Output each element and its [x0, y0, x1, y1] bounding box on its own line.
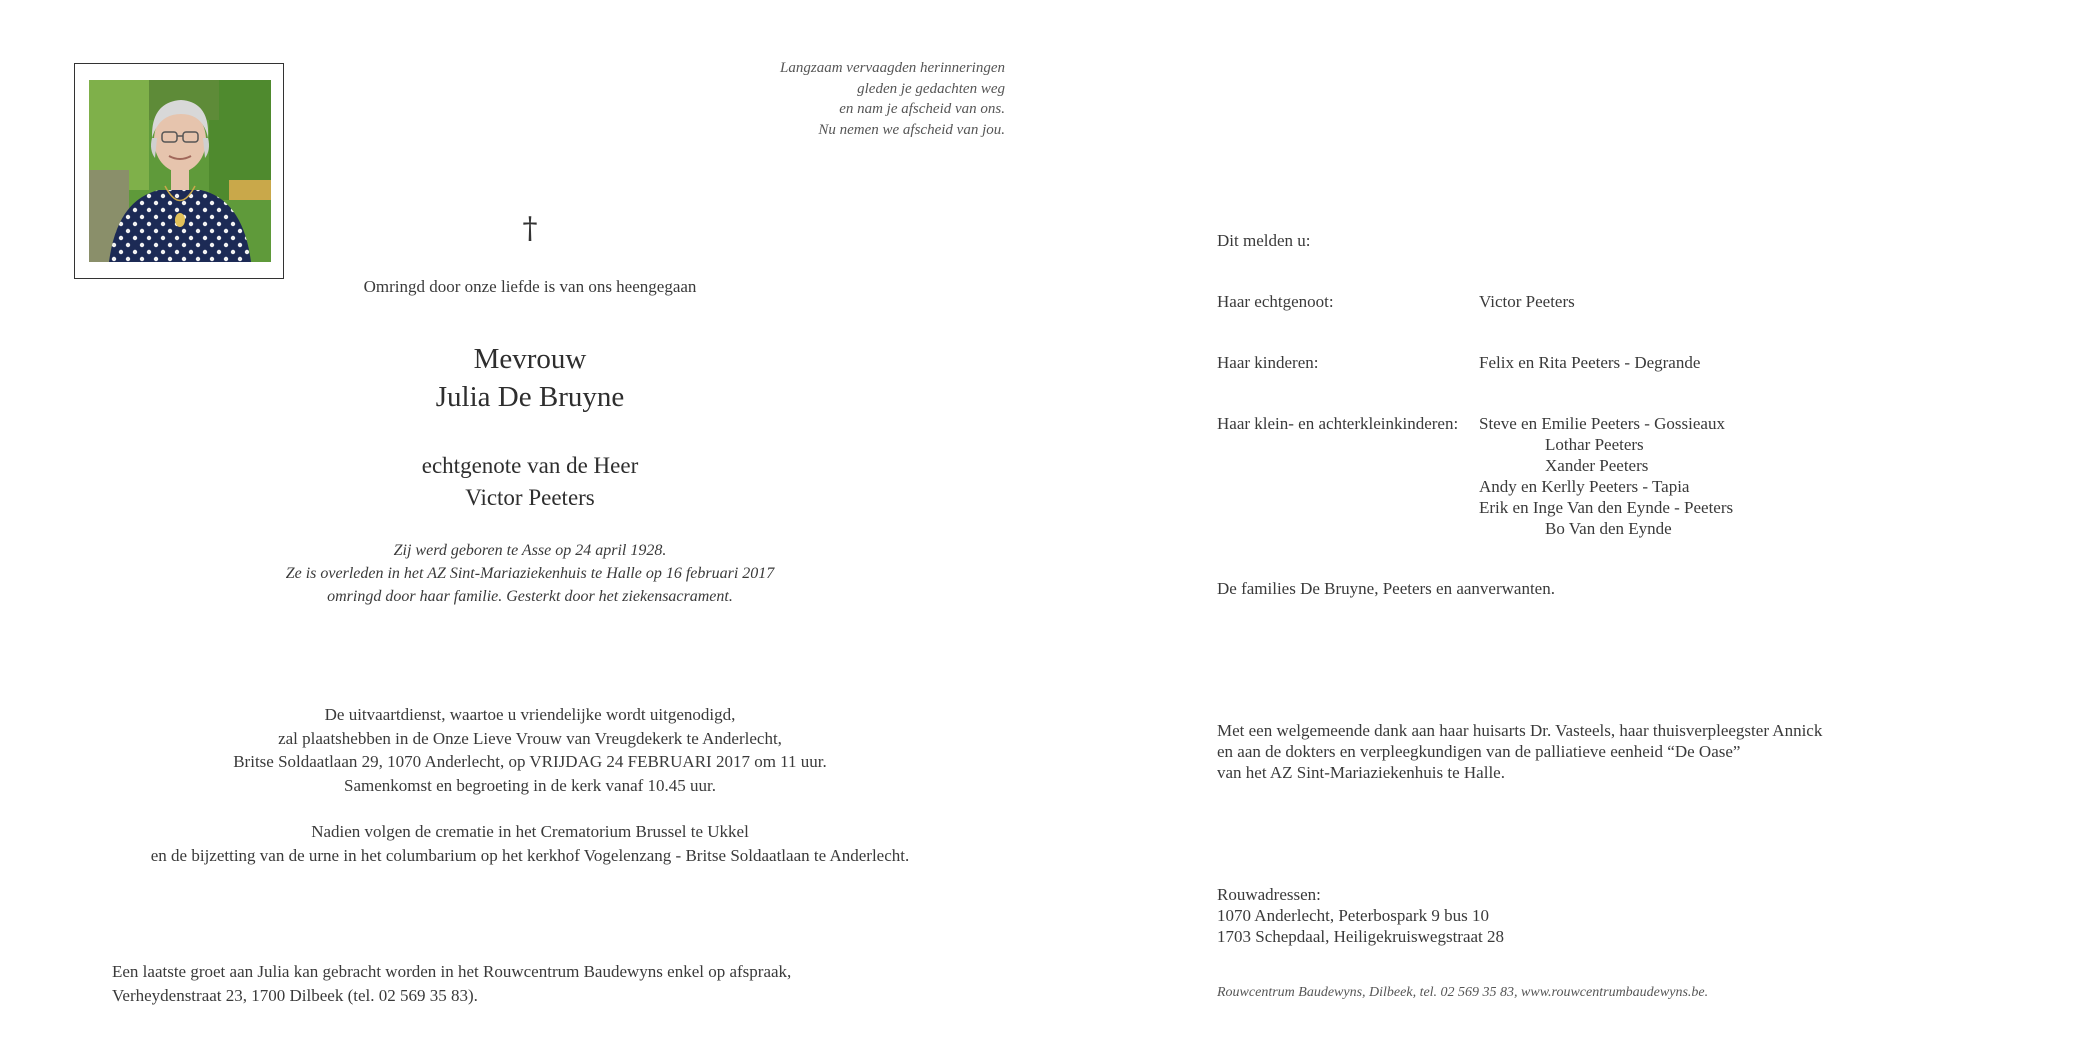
spouse-block [100, 450, 960, 514]
husband-label: Haar echtgenoot: [1217, 292, 1334, 311]
intro-text: Omringd door onze liefde is van ons heengegaan [363, 277, 697, 296]
service-block [100, 703, 960, 797]
children-label: Haar kinderen: [1217, 353, 1319, 372]
cremation-block [100, 820, 960, 867]
service-line: De uitvaartdienst, waartoe u vriendelijke wordt uitgenodigd, [324, 705, 736, 724]
poem [700, 58, 1005, 140]
birth-death-block [100, 539, 960, 608]
last-greeting-block [112, 960, 791, 1008]
cremation-line: Nadien volgen de crematie in het Crematorium Brussel te Ukkel [311, 822, 749, 841]
portrait-frame [74, 63, 284, 279]
grandchild-line: Erik en Inge Van den Eynde - Peeters [1479, 498, 1734, 517]
spouse-line-1: echtgenote van de Heer [421, 453, 639, 478]
deceased-name: Julia De Bruyne [435, 381, 625, 413]
service-line: Samenkomst en begroeting in de kerk vanaf 10.45 uur. [343, 775, 717, 795]
poem-line: gleden je gedachten weg [857, 80, 1005, 97]
death-line-2: omringd door haar familie. Gesterkt door het ziekensacrament. [327, 588, 733, 605]
poem-line: Nu nemen we afscheid van jou. [818, 121, 1005, 138]
grandchildren-label: Haar klein- en achterkleinkinderen: [1217, 414, 1459, 433]
birth-line: Zij werd geboren te Asse op 24 april 1928. [393, 542, 667, 559]
thanks-line-3: van het AZ Sint-Mariaziekenhuis te Halle. [1217, 763, 1505, 782]
husband-value: Victor Peeters [1479, 292, 1575, 311]
last-greeting-line-2: Verheydenstraat 23, 1700 Dilbeek (tel. 02 569 35 83). [112, 986, 478, 1005]
addresses-block [1217, 884, 1504, 947]
thanks-line-2: en aan de dokters en verpleegkundigen van de palliatieve eenheid “De Oase” [1217, 742, 1741, 761]
announcement: Dit melden u: [1217, 231, 1311, 250]
grandchildren-list [1479, 413, 1733, 539]
grandchild-line: Andy en Kerlly Peeters - Tapia [1479, 477, 1690, 496]
grandchild-line: Lothar Peeters [1545, 435, 1644, 454]
poem-line: en nam je afscheid van ons. [839, 101, 1005, 117]
funeral-home-footer: Rouwcentrum Baudewyns, Dilbeek, tel. 02 569 35 83, www.rouwcentrumbaudewyns.be. [1217, 985, 1709, 1000]
poem-line: Langzaam vervaagden herinneringen [780, 60, 1005, 76]
thanks-block [1217, 720, 1822, 783]
children-value: Felix en Rita Peeters - Degrande [1479, 353, 1701, 372]
deceased-name-block [100, 340, 960, 416]
address-line-2: 1703 Schepdaal, Heiligekruiswegstraat 28 [1217, 927, 1505, 946]
grandchild-line: Xander Peeters [1545, 456, 1649, 475]
spouse-line-2: Victor Peeters [465, 485, 595, 510]
thanks-line-1: Met een welgemeende dank aan haar huisarts Dr. Vasteels, haar thuisverpleegster Annick [1217, 721, 1823, 740]
service-line: zal plaatshebben in de Onze Lieve Vrouw van Vreugdekerk te Anderlecht, [278, 728, 782, 748]
addresses-label: Rouwadressen: [1217, 885, 1321, 904]
grandchild-line: Steve en Emilie Peeters - Gossieaux [1479, 414, 1725, 433]
families-line: De families De Bruyne, Peeters en aanverwanten. [1217, 579, 1555, 598]
death-line: Ze is overleden in het AZ Sint-Mariaziekenhuis te Halle op 16 februari 2017 [285, 565, 775, 582]
address-line-1: 1070 Anderlecht, Peterbospark 9 bus 10 [1217, 906, 1489, 925]
grandchild-line: Bo Van den Eynde [1545, 519, 1672, 538]
last-greeting-line-1: Een laatste groet aan Julia kan gebracht worden in het Rouwcentrum Baudewyns enkel op afspraak, [112, 962, 792, 981]
cross-icon: † [522, 211, 538, 246]
cremation-line: en de bijzetting van de urne in het columbarium op het kerkhof Vogelenzang - Britse Soldaatlaan te Anderlecht. [150, 845, 910, 865]
deceased-title: Mevrouw [473, 343, 587, 375]
service-line: Britse Soldaatlaan 29, 1070 Anderlecht, op VRIJDAG 24 FEBRUARI 2017 om 11 uur. [233, 752, 827, 771]
